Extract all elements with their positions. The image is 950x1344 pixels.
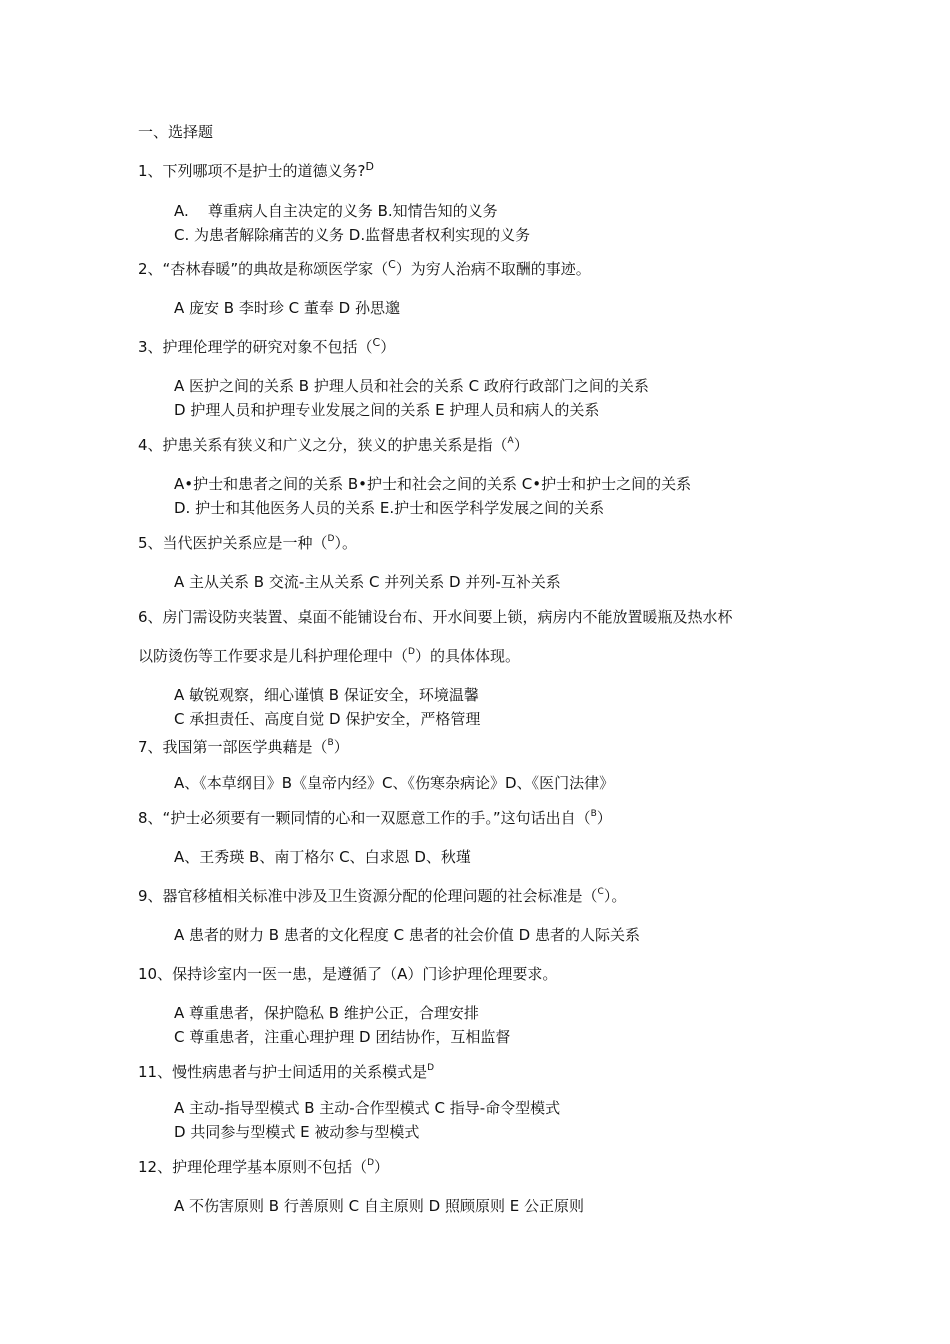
answer-mark: D (427, 1063, 435, 1073)
answer-mark: B (590, 809, 597, 819)
question-5 (138, 533, 357, 556)
question-stem: 2、“杏林春暖”的典故是称颂医学家（ (138, 260, 389, 278)
question-stem-tail: ） (374, 1158, 390, 1176)
question-stem: 5、当代医护关系应是一种（ (138, 534, 328, 552)
question-8 (138, 808, 612, 831)
question-12 (138, 1157, 389, 1180)
question-stem-tail: ）。 (334, 534, 357, 552)
question-stem: 8、“护士必须要有一颗同情的心和一双愿意工作的手。”这句话出自（ (138, 809, 591, 827)
answer-mark: D (365, 160, 374, 173)
question-7 (138, 737, 349, 760)
question-stem-tail: ）的具体体现。 (414, 647, 520, 665)
question-6: 6、房门需设防夹装置、桌面不能铺设台布、开水间要上锁，病房内不能放置暖瓶及热水杯 (138, 608, 733, 626)
option-line: A 主动-指导型模式 B 主动-合作型模式 C 指导-命令型模式 (174, 1099, 561, 1117)
question-stem-tail: ）为穷人治病不取酬的事迹。 (395, 260, 591, 278)
option-line: A•护士和患者之间的关系 B•护士和社会之间的关系 C•护士和护士之间的关系 (174, 475, 692, 493)
option-line: A 尊重患者，保护隐私 B 维护公正，合理安排 (174, 1004, 479, 1022)
option-line: C. 为患者解除痛苦的义务 D.监督患者权利实现的义务 (174, 226, 531, 244)
option-line: A 不伤害原则 B 行善原则 C 自主原则 D 照顾原则 E 公正原则 (174, 1197, 584, 1215)
answer-mark: D (367, 1158, 375, 1168)
question-stem-tail: ）门诊护理伦理要求。 (407, 965, 558, 983)
option-line: A 敏锐观察，细心谨慎 B 保证安全，环境温馨 (174, 686, 479, 704)
question-stem-tail: ） (380, 338, 396, 356)
question-2 (138, 259, 591, 281)
option-line: A 主从关系 B 交流-主从关系 C 并列关系 D 并列-互补关系 (174, 573, 561, 591)
question-stem: 4、护患关系有狭义和广义之分，狭义的护患关系是指（ (138, 436, 508, 454)
question-6-cont (138, 646, 520, 669)
option-line: D 共同参与型模式 E 被动参与型模式 (174, 1123, 420, 1141)
answer-mark: C (597, 887, 604, 897)
option-line: D 护理人员和护理专业发展之间的关系 E 护理人员和病人的关系 (174, 401, 600, 419)
question-11 (138, 1062, 434, 1085)
option-line: D. 护士和其他医务人员的关系 E.护士和医学科学发展之间的关系 (174, 499, 605, 517)
option-line: C 承担责任、高度自觉 D 保护安全，严格管理 (174, 710, 481, 728)
question-stem: 11、慢性病患者与护士间适用的关系模式是 (138, 1063, 428, 1081)
section-title: 一、选择题 (138, 123, 214, 141)
option-line: C 尊重患者，注重心理护理 D 团结协作，互相监督 (174, 1028, 511, 1046)
answer-mark: C (372, 336, 381, 349)
question-stem-tail: ） (333, 738, 349, 756)
question-stem: 以防烫伤等工作要求是儿科护理伦理中（ (138, 647, 409, 665)
option-line: A. 尊重病人自主决定的义务 B.知情告知的义务 (174, 202, 498, 220)
option-line: A、《本草纲目》B《皇帝内经》C、《伤寒杂病论》D、《医门法律》 (174, 774, 615, 792)
question-stem: 9、器官移植相关标准中涉及卫生资源分配的伦理问题的社会标准是（ (138, 887, 598, 905)
answer-mark: C (388, 258, 396, 271)
question-stem-tail: ） (513, 436, 529, 454)
answer-mark: D (408, 647, 415, 657)
question-stem-tail: ）。 (603, 887, 627, 905)
question-1 (138, 161, 374, 183)
question-stem: 10、保持诊室内一医一患，是遵循了（ (138, 965, 398, 983)
question-stem: 7、我国第一部医学典藉是（ (138, 738, 328, 756)
answer-mark: A (507, 436, 514, 446)
option-line: A 庞安 B 李时珍 C 董奉 D 孙思邈 (174, 299, 400, 317)
question-stem: 3、护理伦理学的研究对象不包括（ (138, 338, 373, 356)
answer-mark: B (327, 738, 334, 748)
answer-mark: A (397, 965, 408, 983)
question-stem-tail: ） (596, 809, 612, 827)
answer-mark: D (327, 534, 335, 544)
question-3 (138, 337, 395, 359)
question-4 (138, 435, 529, 458)
question-stem: 1、下列哪项不是护士的道德义务? (138, 162, 366, 180)
question-9 (138, 886, 626, 909)
option-line: A 医护之间的关系 B 护理人员和社会的关系 C 政府行政部门之间的关系 (174, 377, 649, 395)
option-line: A、王秀瑛 B、南丁格尔 C、白求恩 D、秋瑾 (174, 848, 471, 866)
option-line: A 患者的财力 B 患者的文化程度 C 患者的社会价值 D 患者的人际关系 (174, 926, 640, 944)
question-stem: 12、护理伦理学基本原则不包括（ (138, 1158, 368, 1176)
question-10 (138, 964, 557, 984)
